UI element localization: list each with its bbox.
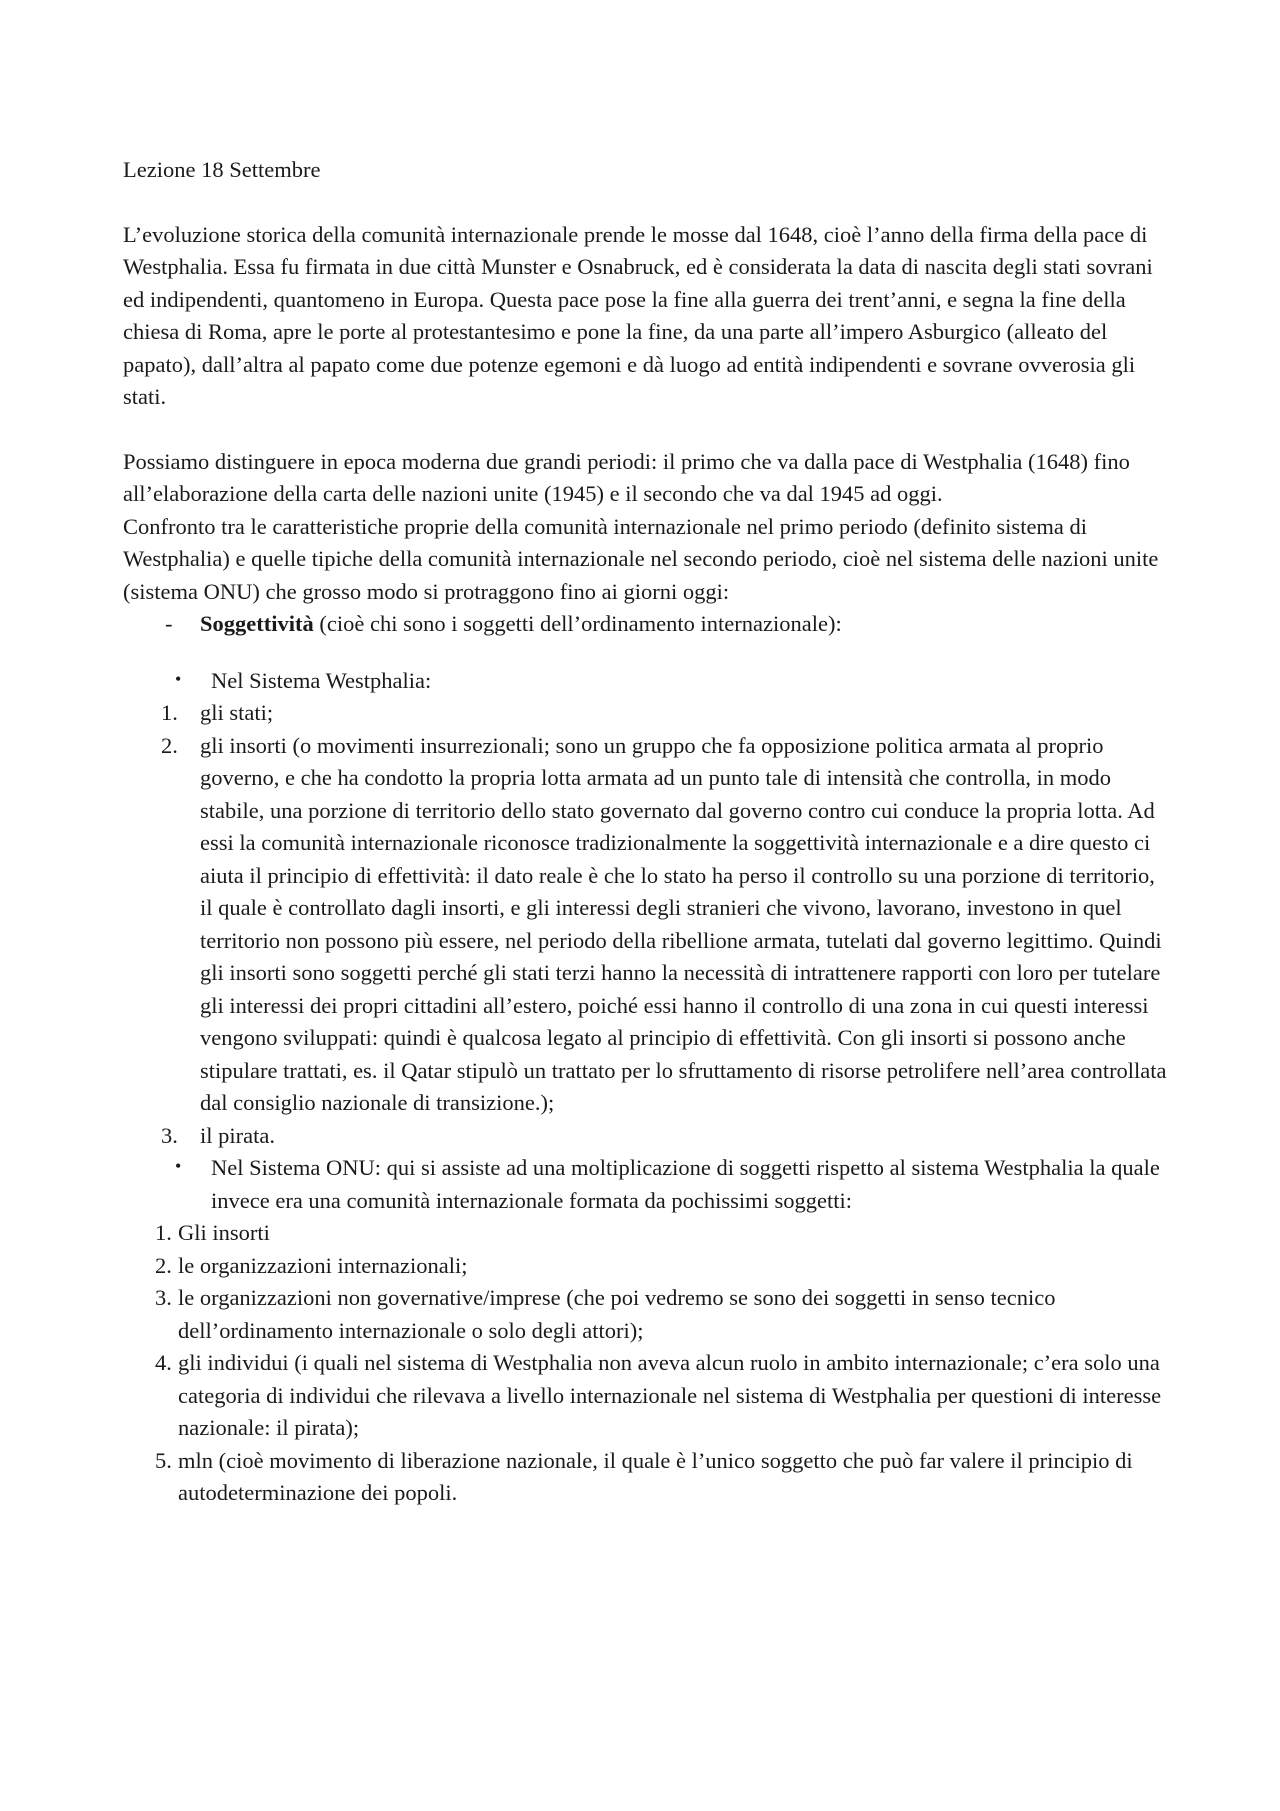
list-number: 2. bbox=[155, 1252, 172, 1278]
list-item bbox=[123, 1347, 1173, 1445]
list-number: 1. bbox=[161, 700, 178, 725]
list-item-text: le organizzazioni non governative/imprese (che poi vedremo se sono dei soggetti in senso tecnico dell’ordinamento internazionale o solo degli attori); bbox=[178, 1285, 1056, 1343]
list-number: 1. bbox=[155, 1220, 172, 1245]
list-number: 2. bbox=[161, 732, 178, 758]
soggettivita-description: (cioè chi sono i soggetti dell’ordinamento internazionale): bbox=[313, 611, 842, 636]
list-item bbox=[123, 1120, 1173, 1153]
periods-paragraph: Possiamo distinguere in epoca moderna due grandi periodi: il primo che va dalla pace di Westphalia (1648) fino all’elaborazione della carta delle nazioni unite (1945) e il secondo che va dal 1945 ad oggi. bbox=[123, 448, 1130, 506]
list-number: 3. bbox=[161, 1122, 178, 1148]
list-item-text: gli insorti (o movimenti insurrezionali; sono un gruppo che fa opposizione politica armata al proprio governo, e che ha condotto la propria lotta armata ad un punto tale di intensità che controlla, in modo stabile, una porzione di territorio dello stato governato dal governo contro cui conduce la propria lotta. Ad essi la comunità internazionale riconosce tradizionalmente la soggettività internazionale e a dire questo ci aiuta il principio di effettività: il dato reale è che lo stato ha perso il controllo su una porzione di territorio, il quale è controllato dagli insorti, e gli interessi degli stranieri che vivono, lavorano, investono in quel territorio non possono più essere, nel periodo della ribellione armata, tutelati dal governo legittimo. Quindi gli insorti sono soggetti perché gli stati terzi hanno la necessità di intrattenere rapporti con loro per tutelare gli interessi dei propri cittadini all’estero, poiché essi hanno il controllo di una zona in cui questi interessi vengono sviluppati: quindi è qualcosa legato al principio di effettività. Con gli insorti si possono anche stipulare trattati, es. il Qatar stipulò un trattato per lo sfruttamento di risorse petrolifere nell’area controllata dal consiglio nazionale di transizione.); bbox=[200, 732, 1167, 1115]
soggettivita-term: Soggettività bbox=[200, 611, 314, 636]
list-item-text: Gli insorti bbox=[178, 1220, 270, 1245]
comparison-paragraph: Confronto tra le caratteristiche proprie della comunità internazionale nel primo periodo (definito sistema di Westphalia) e quelle tipiche della comunità internazionale nel secondo periodo, cioè nel sistema delle nazioni unite (sistema ONU) che grosso modo si protraggono fino ai giorni oggi: bbox=[123, 513, 1159, 604]
list-number: 3. bbox=[155, 1285, 172, 1310]
lesson-title: Lezione 18 Settembre bbox=[123, 157, 321, 182]
list-item bbox=[123, 730, 1173, 1120]
soggettivita-item bbox=[123, 608, 1173, 641]
westphalia-heading-item bbox=[123, 665, 1173, 698]
westphalia-heading: Nel Sistema Westphalia: bbox=[211, 667, 432, 693]
list-item-text: gli stati; bbox=[200, 700, 274, 725]
list-number: 4. bbox=[155, 1350, 172, 1375]
onu-heading-item bbox=[123, 1152, 1173, 1217]
list-item-text: il pirata. bbox=[200, 1122, 275, 1148]
spacer bbox=[123, 187, 1173, 219]
list-item bbox=[123, 1282, 1173, 1347]
spacer bbox=[123, 641, 1173, 665]
list-item-text: gli individui (i quali nel sistema di Westphalia non aveva alcun ruolo in ambito internazionale; c’era solo una categoria di individui che rilevava a livello internazionale nel sistema di Westphalia per questioni di interesse nazionale: il pirata); bbox=[178, 1350, 1162, 1440]
intro-paragraph: L’evoluzione storica della comunità internazionale prende le mosse dal 1648, cioè l’anno della firma della pace di Westphalia. Essa fu firmata in due città Munster e Osnabruck, ed è considerata la data di nascita degli stati sovrani ed indipendenti, quantomeno in Europa. Questa pace pose la fine alla guerra dei trent’anni, e segna la fine della chiesa di Roma, apre le porte al protestantesimo e pone la fine, da una parte all’impero Asburgico (alleato del papato), dall’altra al papato come due potenze egemoni e dà luogo ad entità indipendenti e sovrane ovverosia gli stati. bbox=[123, 221, 1153, 409]
list-item-text: le organizzazioni internazionali; bbox=[178, 1252, 468, 1278]
list-item bbox=[123, 1250, 1173, 1283]
dash-marker: - bbox=[165, 611, 173, 636]
bullet-icon: • bbox=[175, 668, 182, 689]
list-item bbox=[123, 697, 1173, 730]
list-item-text: mln (cioè movimento di liberazione nazionale, il quale è l’unico soggetto che può far valere il principio di autodeterminazione dei popoli. bbox=[178, 1447, 1133, 1505]
onu-heading: Nel Sistema ONU: qui si assiste ad una moltiplicazione di soggetti rispetto al sistema Westphalia la quale invece era una comunità internazionale formata da pochissimi soggetti: bbox=[211, 1155, 1160, 1213]
document-body bbox=[123, 154, 1173, 1510]
list-item bbox=[123, 1217, 1173, 1250]
bullet-icon: • bbox=[175, 1156, 182, 1176]
spacer bbox=[123, 414, 1173, 446]
list-item bbox=[123, 1445, 1173, 1510]
list-number: 5. bbox=[155, 1447, 172, 1473]
